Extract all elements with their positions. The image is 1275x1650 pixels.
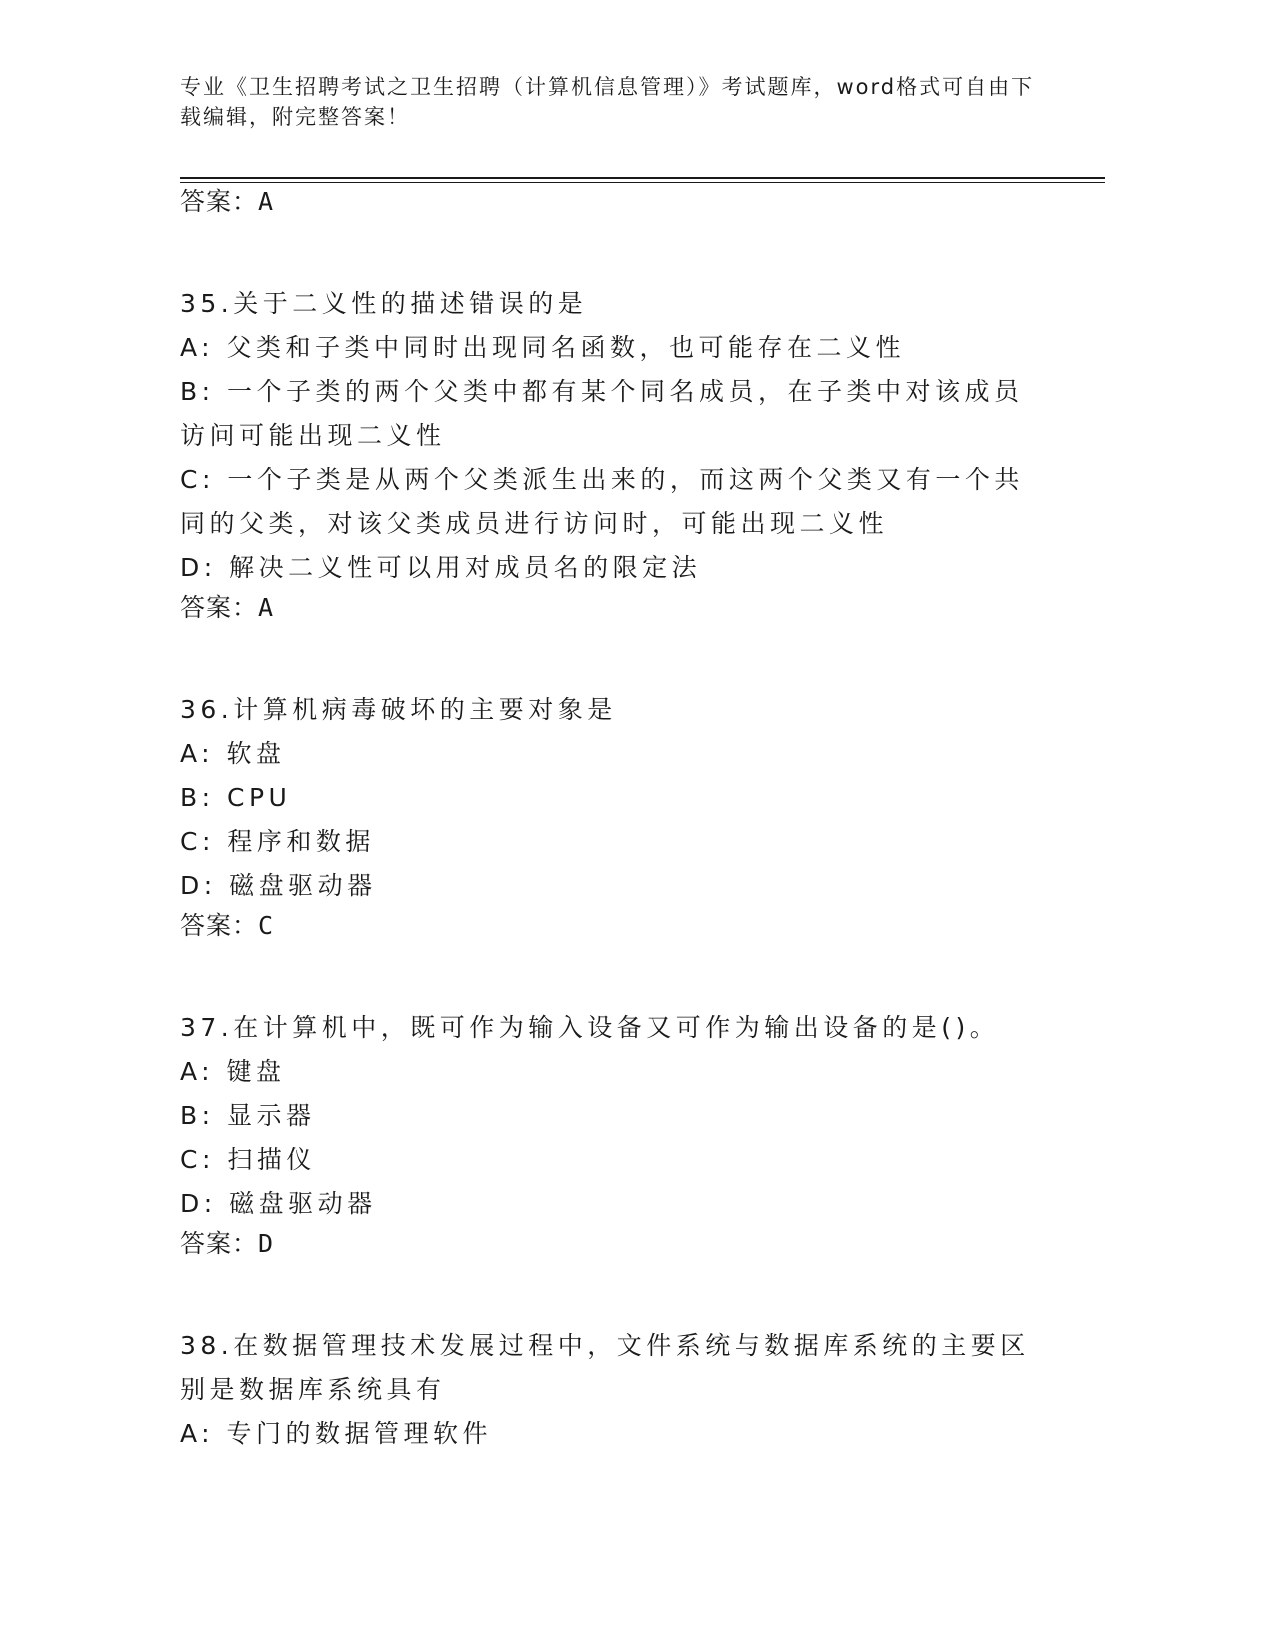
option-b: B: 一个子类的两个父类中都有某个同名成员，在子类中对该成员访问可能出现二义性	[180, 377, 1024, 450]
question-stem: 38.在数据管理技术发展过程中，文件系统与数据库系统的主要区别是数据库系统具有	[180, 1331, 1030, 1404]
question-stem: 36.计算机病毒破坏的主要对象是	[180, 695, 617, 724]
question-stem: 37.在计算机中，既可作为输入设备又可作为输出设备的是()。	[180, 1013, 1000, 1042]
question-stem: 35.关于二义性的描述错误的是	[180, 289, 588, 318]
answer-label: 答案：	[180, 911, 259, 940]
option-c: C: 程序和数据	[180, 827, 375, 856]
header-divider-thick	[180, 177, 1105, 179]
answer-value: C	[258, 911, 275, 940]
question-36	[180, 688, 1040, 944]
option-a: A: 父类和子类中同时出现同名函数，也可能存在二义性	[180, 333, 906, 362]
option-a: A: 专门的数据管理软件	[180, 1419, 493, 1448]
option-b: B: CPU	[180, 783, 292, 812]
header-divider-thin	[180, 182, 1105, 183]
option-a: A: 软盘	[180, 739, 286, 768]
answer-label: 答案：	[180, 593, 259, 622]
header-text: 专业《卫生招聘考试之卫生招聘（计算机信息管理）》考试题库，word格式可自由下载编辑，附完整答案！	[180, 75, 1035, 129]
answer-line	[180, 1226, 1040, 1262]
option-a: A: 键盘	[180, 1057, 286, 1086]
option-d: D: 磁盘驱动器	[180, 871, 377, 900]
option-c: C: 一个子类是从两个父类派生出来的，而这两个父类又有一个共同的父类，对该父类成员进行访问时，可能出现二义性	[180, 465, 1024, 538]
option-b: B: 显示器	[180, 1101, 316, 1130]
question-35	[180, 282, 1040, 626]
document-header	[180, 72, 1040, 132]
answer-value: D	[258, 1229, 275, 1258]
option-d: D: 磁盘驱动器	[180, 1189, 377, 1218]
answer-line	[180, 908, 1040, 944]
answer-value: A	[258, 593, 275, 622]
answer-label: 答案：	[180, 1229, 259, 1258]
answer-label: 答案：	[180, 187, 259, 216]
answer-value: A	[258, 187, 275, 216]
answer-line	[180, 590, 1040, 626]
question-38	[180, 1324, 1040, 1456]
question-list	[180, 184, 1040, 1456]
answer-line	[180, 184, 1040, 220]
option-d: D: 解决二义性可以用对成员名的限定法	[180, 553, 702, 582]
question-37	[180, 1006, 1040, 1262]
option-c: C: 扫描仪	[180, 1145, 316, 1174]
